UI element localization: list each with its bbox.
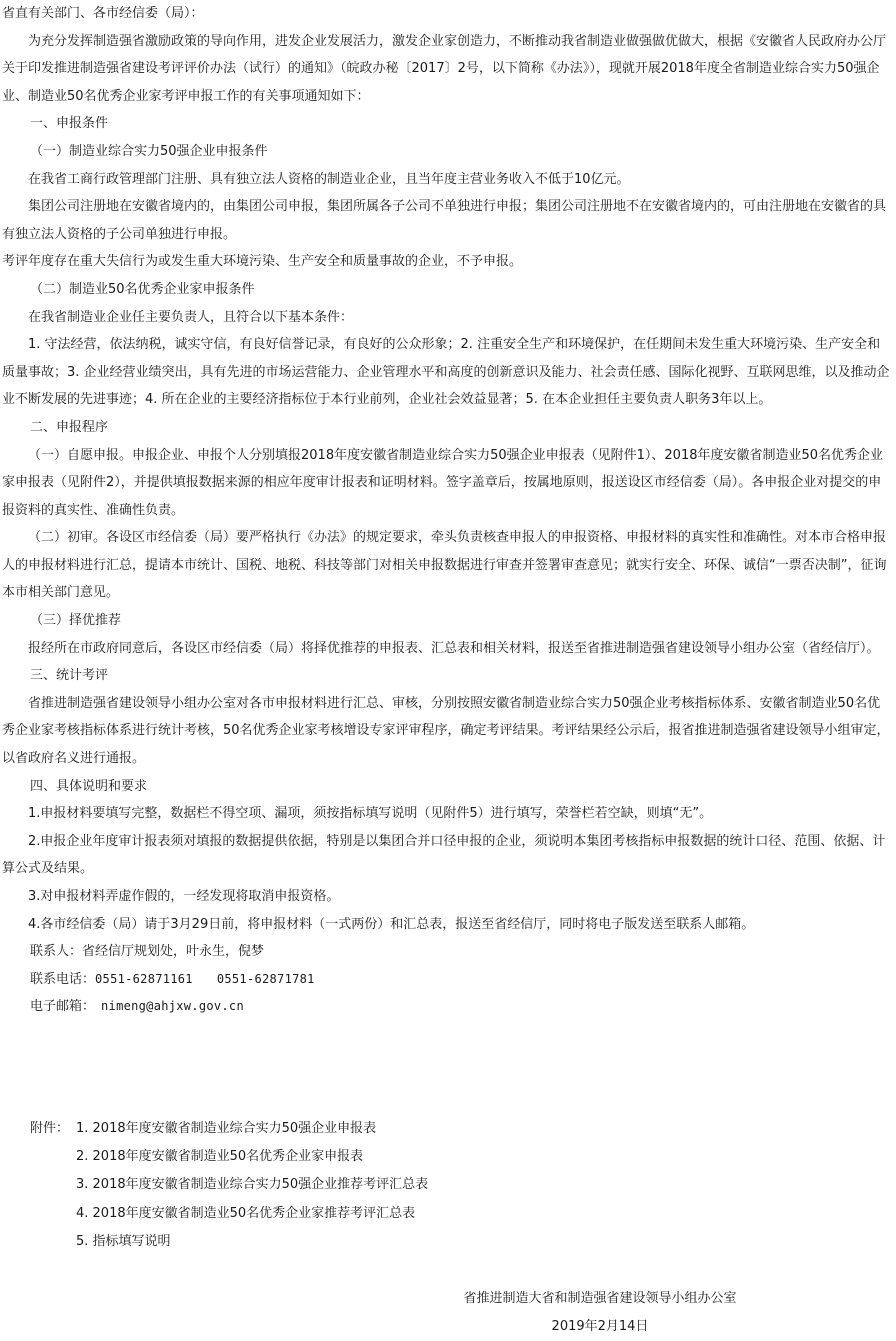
paragraph: 考评年度存在重大失信行为或发生重大环境污染、生产安全和质量事故的企业，不予申报。 (2, 254, 523, 270)
paragraph: 4.各市经信委（局）请于3月29日前，将申报材料（一式两份）和汇总表，报送至省经信厅，同时将电子版发送至联系人邮箱。 (28, 916, 755, 932)
attachment-item: 4. 2018年度安徽省制造业50名优秀企业家推荐考评汇总表 (76, 1205, 416, 1221)
paragraph: 省推进制造强省建设领导小组办公室对各市申报材料进行汇总、审核，分别按照安徽省制造业综合实力50强企业考核指标体系、安徽省制造业50名优秀企业家考核指标体系进行统计考核，50名优秀企业家考核增设专家评审程序，确定考评结果。考评结果经公示后，报省推进制造强省建设领导小组审定，以省政府名义进行通报。 (2, 695, 890, 767)
email-label: 电子邮箱： (30, 999, 96, 1015)
section-heading-conditions: 一、申报条件 (30, 116, 109, 132)
notice-body (2, 0, 890, 1021)
attachment-item: 2. 2018年度安徽省制造业50名优秀企业家申报表 (76, 1149, 364, 1165)
email-address: nimeng@ahjxw.gov.cn (101, 999, 244, 1014)
signature-block (390, 1285, 810, 1341)
paragraph: （二）初审。各设区市经信委（局）要严格执行《办法》的规定要求，牵头负责核查申报人的申报资格、申报材料的真实性和准确性。对本市合格申报人的申报材料进行汇总，提请本市统计、国税、地税、科技等部门对相关申报数据进行审查并签署审查意见；就实行安全、环保、诚信“一票否决制”，征询本市相关部门意见。 (2, 530, 887, 601)
section-heading-procedure: 二、申报程序 (30, 419, 109, 435)
paragraph: 报经所在市政府同意后，各设区市经信委（局）将择优推荐的申报表、汇总表和相关材料，报送至省推进制造强省建设领导小组办公室（省经信厅）。 (28, 640, 880, 656)
attachment-item: 1. 2018年度安徽省制造业综合实力50强企业申报表 (76, 1121, 377, 1136)
attachments-list (30, 1115, 428, 1256)
phone-label: 联系电话： (30, 971, 96, 987)
paragraph: 3.对申报材料弄虚作假的，一经发现将取消申报资格。 (28, 889, 340, 904)
paragraph: 集团公司注册地在安徽省境内的，由集团公司申报，集团所属各子公司不单独进行申报；集团公司注册地不在安徽省境内的，可由注册地在安徽省的具有独立法人资格的子公司单独进行申报。 (2, 199, 887, 242)
subheading-recommend: （三）择优推荐 (30, 613, 122, 629)
section-heading-evaluation: 三、统计考评 (30, 668, 109, 684)
subheading-entrepreneur-conditions: （二）制造业50名优秀企业家申报条件 (30, 281, 255, 297)
paragraph: 在我省制造业企业任主要负责人，且符合以下基本条件： (28, 309, 354, 325)
contact-email (2, 993, 890, 1021)
section-heading-requirements: 四、具体说明和要求 (30, 778, 148, 794)
contact-person: 联系人：省经信厅规划处，叶永生，倪梦 (30, 944, 265, 960)
paragraph: 1. 守法经营，依法纳税，诚实守信，有良好信誉记录，有良好的公众形象；2. 注重安全生产和环境保护，在任期间未发生重大环境污染、生产安全和质量事故；3. 企业经营业绩突出，具有先进的市场运营能力、企业管理水平和高度的创新意识及能力、社会责任感、国际化视野、互联网思维，以及推动企业不断发展的先进事迹；4. 所在企业的主要经济指标位于本行业前列，企业社会效益显著；5. 在本企业担任主要负责人职务3年以上。 (2, 337, 890, 408)
phone-number-1: 0551-62871161 (95, 971, 193, 986)
paragraph: （一）自愿申报。申报企业、申报个人分别填报2018年度安徽省制造业综合实力50强企业申报表（见附件1）、2018年度安徽省制造业50名优秀企业家申报表（见附件2），并提供填报数据来源的相应年度审计报表和证明材料。签字盖章后，按属地原则，报送设区市经信委（局）。各申报企业对提交的申报资料的真实性、准确性负责。 (2, 447, 884, 518)
paragraph: 1.申报材料要填写完整，数据栏不得空项、漏项，须按指标填写说明（见附件5）进行填写，荣誉栏若空缺，则填“无”。 (28, 806, 713, 822)
paragraph: 2.申报企业年度审计报表须对填报的数据提供依据，特别是以集团合并口径申报的企业，须说明本集团考核指标申报数据的统计口径、范围、依据、计算公式及结果。 (2, 833, 886, 877)
subheading-enterprise-conditions: （一）制造业综合实力50强企业申报条件 (30, 143, 268, 159)
issue-date: 2019年2月14日 (551, 1319, 649, 1334)
paragraph: 在我省工商行政管理部门注册、具有独立法人资格的制造业企业，且当年度主营业务收入不低于10亿元。 (28, 171, 630, 187)
attachment-item: 3. 2018年度安徽省制造业综合实力50强企业推荐考评汇总表 (76, 1177, 429, 1193)
issuing-office: 省推进制造大省和制造强省建设领导小组办公室 (463, 1291, 737, 1306)
attachments-label: 附件： (30, 1121, 70, 1136)
intro-paragraph: 为充分发挥制造强省激励政策的导向作用，进发企业发展活力，激发企业家创造力，不断推动我省制造业做强做优做大，根据《安徽省人民政府办公厅关于印发推进制造强省建设考评评价办法（试行）的通知》（皖政办秘〔2017〕2号，以下简称《办法》），现就开展2018年度全省制造业综合实力50强企业、制造业50名优秀企业家考评申报工作的有关事项通知如下： (2, 33, 887, 104)
salutation: 省直有关部门、各市经信委（局）： (2, 6, 204, 21)
attachment-item: 5. 指标填写说明 (76, 1233, 171, 1249)
contact-phone (2, 966, 890, 994)
attachment-row (30, 1115, 428, 1143)
phone-number-2: 0551-62871781 (216, 971, 315, 986)
